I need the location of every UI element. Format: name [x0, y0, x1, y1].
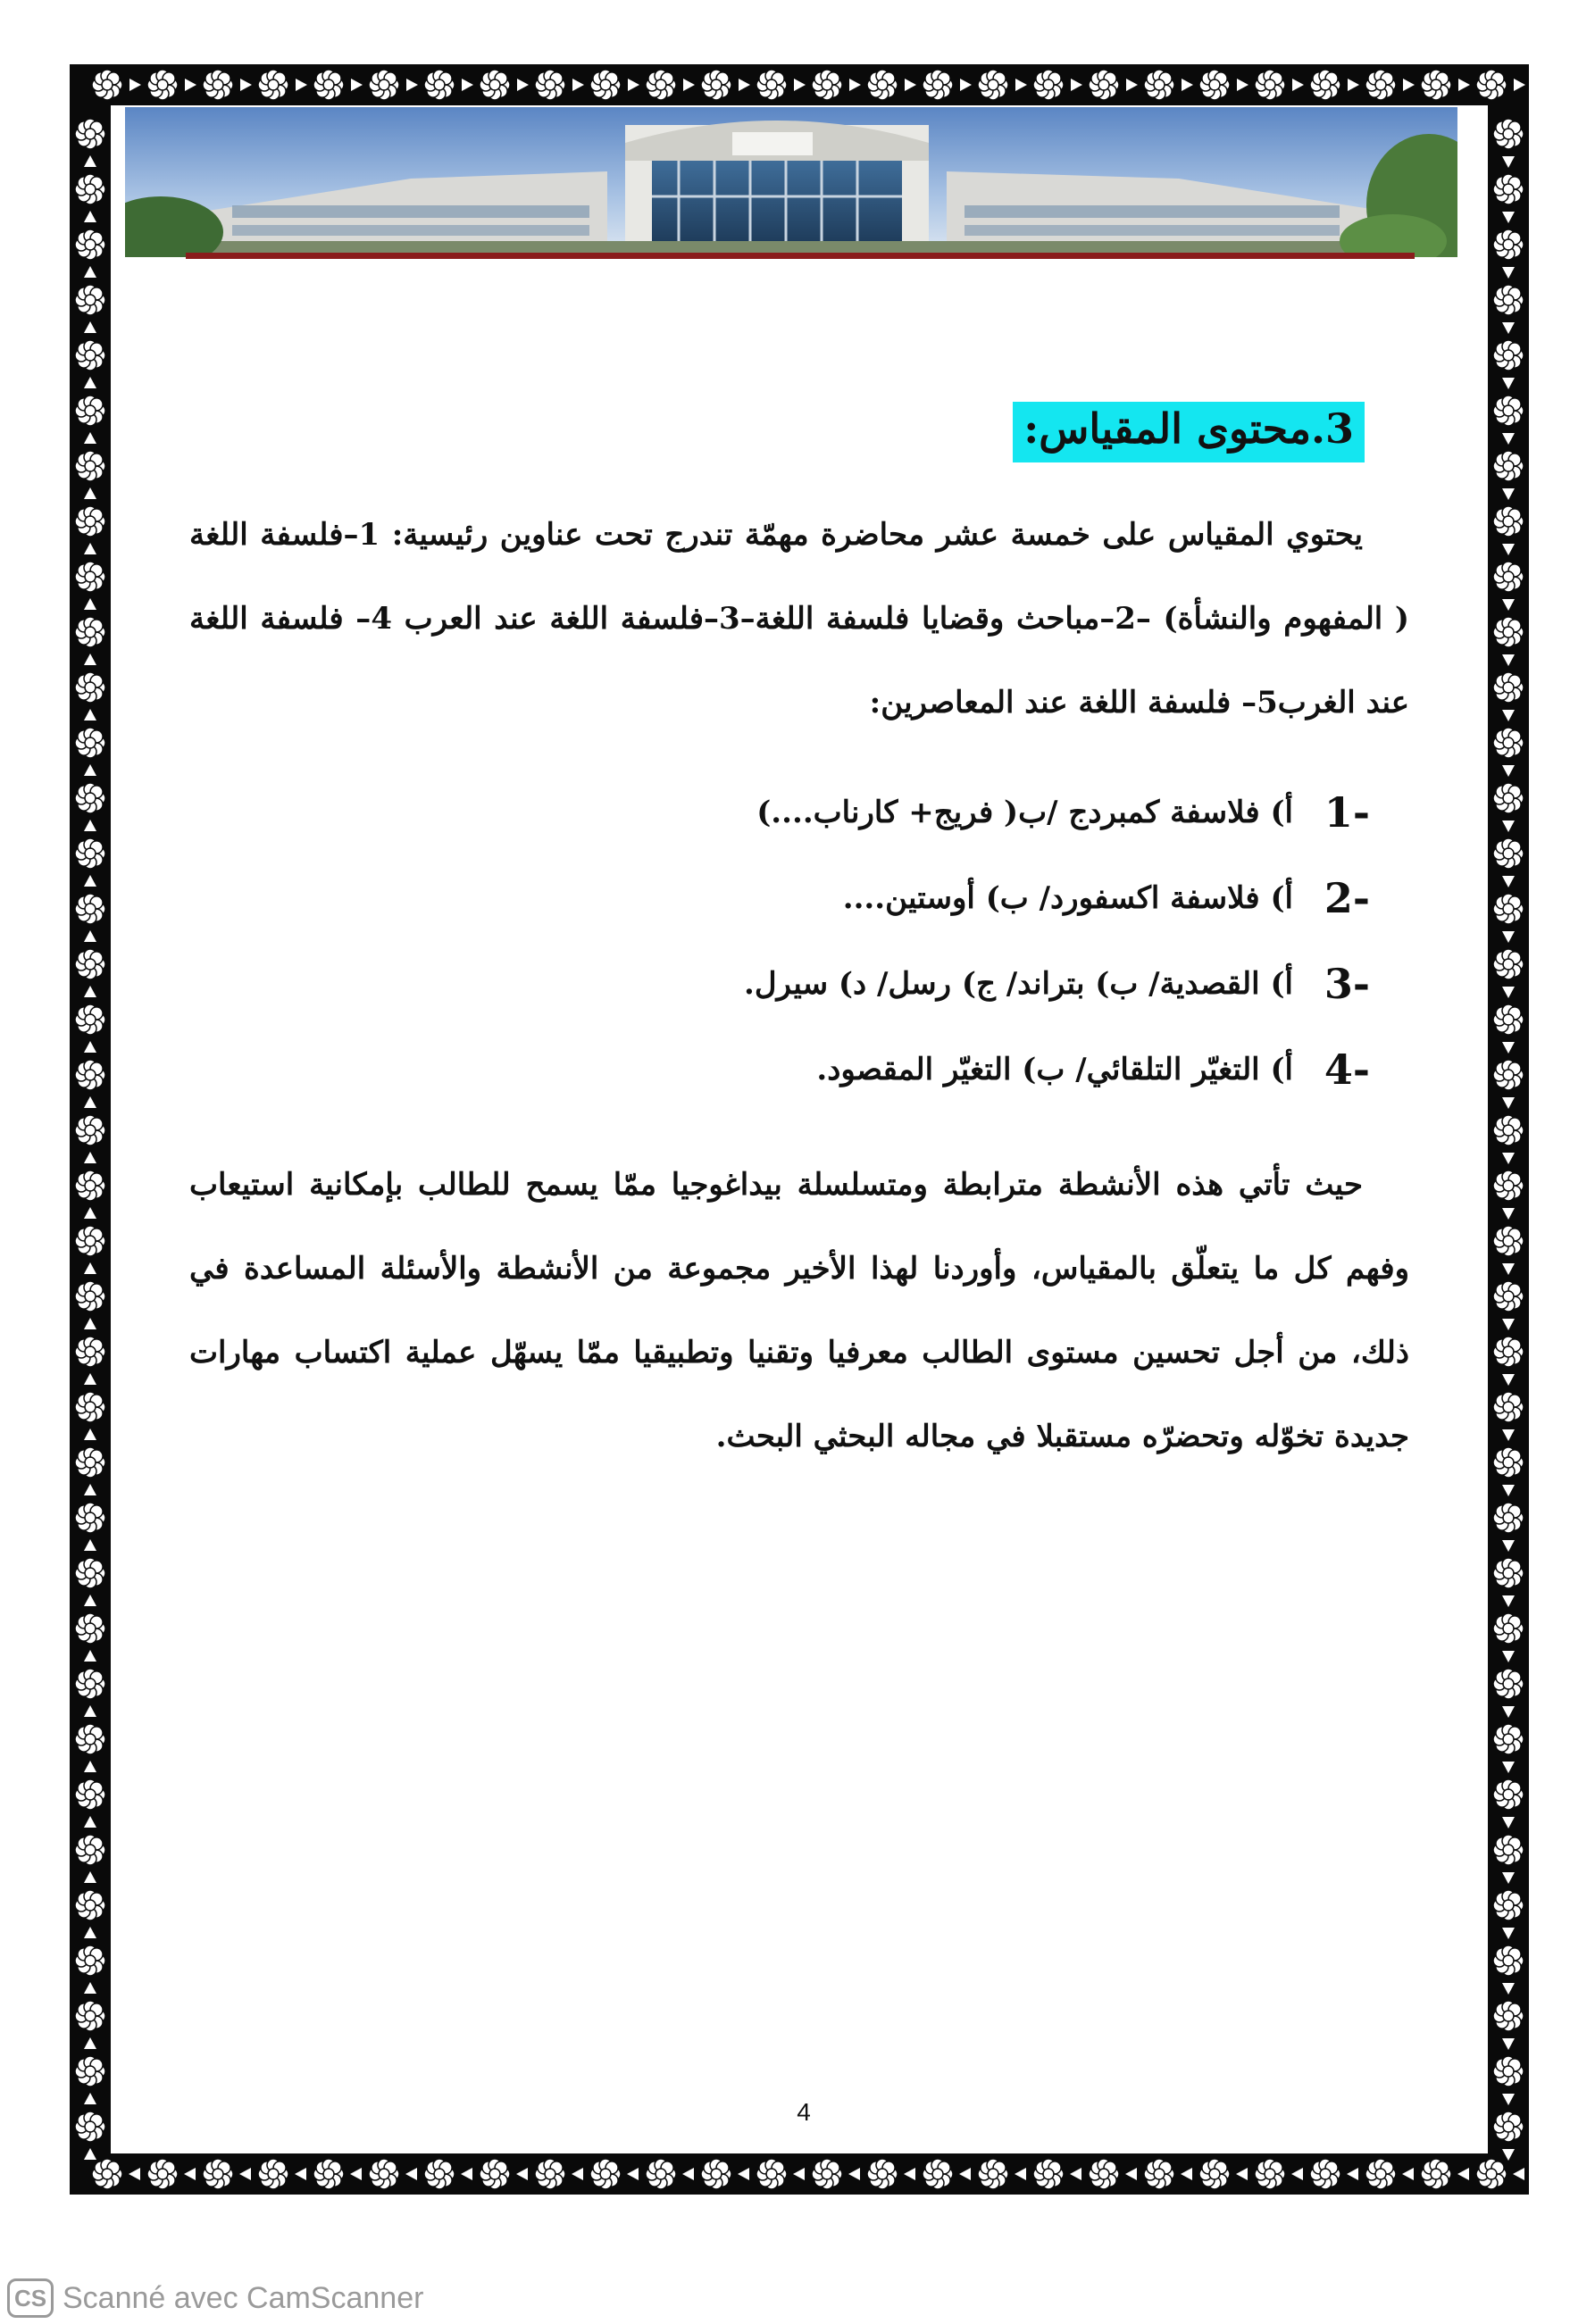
- page-number: 4: [797, 2098, 811, 2126]
- main-content: [189, 402, 1409, 1479]
- list-item: [189, 855, 1409, 941]
- banner-underline: [186, 253, 1415, 259]
- list-item-number: 2-: [1324, 873, 1370, 922]
- camscanner-watermark: [7, 2277, 423, 2320]
- list-item-number: 1-: [1324, 787, 1370, 837]
- list-item: [189, 941, 1409, 1027]
- list-item-text: أ) فلاسفة اكسفورد/ ب) أوستين....: [842, 879, 1293, 916]
- list-item: [189, 770, 1409, 855]
- camscanner-text: Scanné avec CamScanner: [63, 2280, 424, 2315]
- section-heading: 3.محتوى المقياس:: [1013, 402, 1365, 462]
- section-heading-wrap: [189, 402, 1409, 462]
- border-right: [1488, 64, 1529, 2195]
- border-bottom: [70, 2153, 1529, 2195]
- list-item-text: أ) التغيّر التلقائي/ ب) التغيّر المقصود.: [816, 1051, 1293, 1087]
- intro-text: يحتوي المقياس على خمسة عشر محاضرة مهمّة تندرج تحت عناوين رئيسية: 1–فلسفة اللغة ( المفهوم والنشأة) –2–مباحث وقضايا فلسفة اللغة–3–فلسفة اللغة عند العرب 4– فلسفة اللغة عند الغرب5– فلسفة اللغة عند المعاصرين:: [189, 516, 1410, 721]
- header-banner-image: [125, 107, 1457, 257]
- list-item: [189, 1027, 1409, 1112]
- intro-paragraph: [189, 493, 1409, 745]
- list-item-number: 3-: [1324, 959, 1370, 1008]
- topics-list: [189, 770, 1409, 1112]
- border-left: [70, 64, 111, 2195]
- closing-text: حيث تأتي هذه الأنشطة مترابطة ومتسلسلة بيداغوجيا ممّا يسمح للطالب بإمكانية استيعاب وفهم كل ما يتعلّق بالمقياس، وأوردنا لهذا الأخير مجموعة من الأنشطة والأسئلة المساعدة في ذلك، من أجل تحسين مستوى الطالب معرفيا وتقنيا وتطبيقيا ممّا يسهّل عملية اكتساب مهارات جديدة تخوّله وتحضرّه مستقبلا في مجاله البحثي البحث.: [189, 1166, 1409, 1454]
- list-item-text: أ) فلاسفة كمبردج /ب( فريج+ كارناب....): [756, 794, 1293, 830]
- border-top: [70, 64, 1529, 105]
- list-item-text: أ) القصدية/ ب) بتراند/ ج) رسل/ د) سيرل.: [744, 965, 1293, 1002]
- closing-paragraph: [189, 1143, 1409, 1479]
- list-item-number: 4-: [1324, 1045, 1370, 1094]
- camscanner-logo-icon: CS: [7, 2278, 54, 2318]
